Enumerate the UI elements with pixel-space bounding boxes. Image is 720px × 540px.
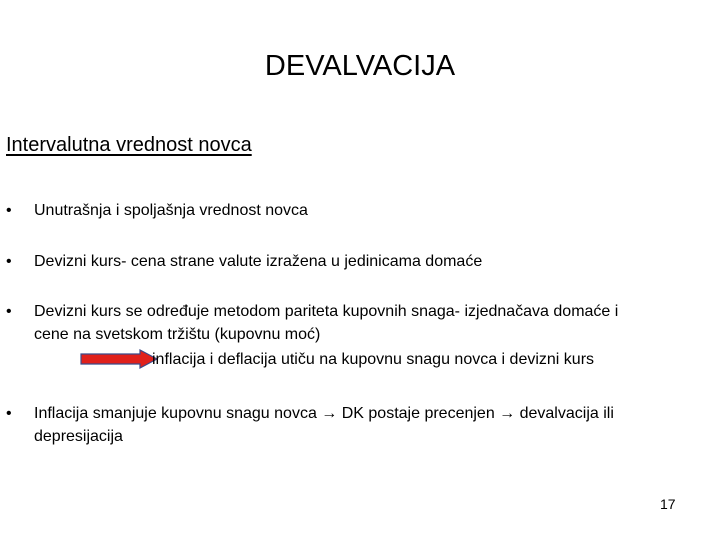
bullet-line: Inflacija smanjuje kupovnu snagu novca → DK postaje precenjen → devalvacija ili <box>34 405 614 422</box>
bullet-line: depresijacija <box>34 428 123 445</box>
bullet-line: Unutrašnja i spoljašnja vrednost novca <box>34 202 308 219</box>
bullet-marker: • <box>6 253 12 270</box>
bullet-text <box>34 250 700 273</box>
arrow-note-row <box>34 348 700 371</box>
bullet-line: cene na svetskom tržištu (kupovnu moć) <box>34 326 321 343</box>
bullet-text <box>34 300 700 371</box>
bullet-text <box>34 402 700 448</box>
page-number: 17 <box>660 496 676 512</box>
slide-title: DEVALVACIJA <box>264 50 456 82</box>
bullet-line: Devizni kurs se određuje metodom pariteta kupovnih snaga- izjednačava domaće i <box>34 303 619 320</box>
bullet-marker: • <box>6 303 12 320</box>
arrow-note-text: inflacija i deflacija utiču na kupovnu snagu novca i devizni kurs <box>152 351 595 368</box>
right-arrow-icon <box>80 349 158 369</box>
slide-subtitle: Intervalutna vrednost novca <box>6 134 252 156</box>
bullet-line: Devizni kurs- cena strane valute izražena u jedinicama domaće <box>34 253 483 270</box>
bullet-text <box>34 199 700 222</box>
bullet-marker: • <box>6 405 12 422</box>
bullet-marker: • <box>6 202 12 219</box>
